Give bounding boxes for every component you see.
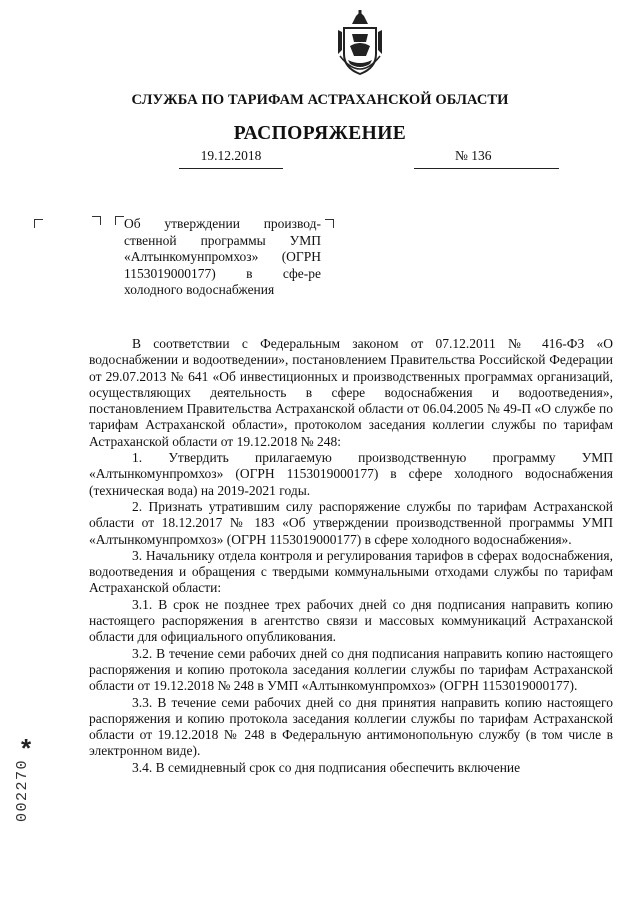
corner-mark-mid-right: [92, 216, 101, 225]
document-subject: Об утверждении производ-ственной программы УМП «Алтынкомунпромхоз» (ОГРН 1153019000177) в сфе-ре холодного водоснабжения: [124, 216, 321, 298]
clause-3: 3. Начальнику отдела контроля и регулирования тарифов в сферах водоснабжения, водоотведения и обращения с твердыми коммунальными отходами службы по тарифам Астраханской области:: [89, 547, 613, 596]
asterisk-mark: *: [21, 733, 32, 763]
document-date-field: [179, 148, 283, 169]
clause-2: 2. Признать утратившим силу распоряжение службы по тарифам Астраханской области от 18.12.2017 № 183 «Об утверждении производственной программы УМП «Алтынкомунпромхоз» (ОГРН 1153019000177) в сфере холодного водоснабжения».: [89, 498, 613, 547]
clause-3-3: 3.3. В течение семи рабочих дней со дня принятия направить копию настоящего распоряжения и копию протокола заседания коллегии службы по тарифам Астраханской области от 19.12.2018 № 248 в Федеральную антимонопольную службу (в том числе в электронном виде).: [89, 694, 613, 759]
document-number-field: [414, 148, 559, 169]
corner-mark-mid-left: [115, 216, 124, 225]
document-number: 136: [471, 148, 492, 163]
registration-stamp: 002270: [14, 758, 31, 822]
corner-mark-right: [325, 219, 334, 228]
corner-mark-left: [34, 219, 43, 228]
coat-of-arms-icon: [334, 10, 386, 80]
clause-3-4: 3.4. В семидневный срок со дня подписания обеспечить включение: [132, 759, 521, 775]
agency-name: СЛУЖБА ПО ТАРИФАМ АСТРАХАНСКОЙ ОБЛАСТИ: [131, 92, 509, 108]
preamble-paragraph: В соответствии с Федеральным законом от 07.12.2011 № 416-ФЗ «О водоснабжении и водоотведении», постановлением Правительства Российской Федерации от 29.07.2013 № 641 «Об инвестиционных и производственных программах организаций, осуществляющих деятельность в сфере водоснабжения и водоотведения», постановлением Правительства Астраханской области от 06.04.2005 № 49-П «О службе по тарифам Астраханской области», протоколом заседания коллегии службы по тарифам Астраханской области от 19.12.2018 № 248:: [89, 336, 613, 449]
document-body: [89, 336, 613, 776]
clause-3-2: 3.2. В течение семи рабочих дней со дня подписания направить копию настоящего распоряжения и копию протокола заседания коллегии службы по тарифам Астраханской области от 19.12.2018 № 248 в УМП «Алтынкомунпромхоз» (ОГРН 1153019000177).: [89, 645, 613, 694]
clause-1: 1. Утвердить прилагаемую производственную программу УМП «Алтынкомунпромхоз» (ОГРН 1153019000177) в сфере холодного водоснабжения (техническая вода) на 2019-2021 годы.: [89, 450, 613, 498]
document-type: РАСПОРЯЖЕНИЕ: [233, 123, 407, 144]
document-date: 19.12.2018: [200, 148, 262, 163]
clause-3-1: 3.1. В срок не позднее трех рабочих дней со дня подписания направить копию настоящего распоряжения в агентство связи и массовых коммуникаций Астраханской области для официального опубликования.: [89, 596, 613, 645]
number-sign: №: [455, 148, 468, 163]
